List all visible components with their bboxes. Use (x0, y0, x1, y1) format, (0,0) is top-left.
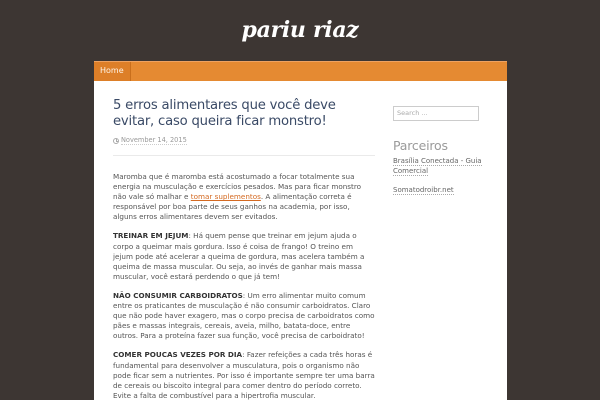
main-navigation (94, 61, 507, 81)
section-text: : Um erro alimentar muito comum entre os praticantes de musculação é não consumir carboidratos. Claro que não pode haver exagero, mas o corpo precisa de carboidratos como pães e massas integrais, cereais, aveia, milho, batata-doce, entre outros. Para a proteína fazer sua função, você precisa de carboidrato! (113, 290, 375, 341)
partner-links-list (393, 156, 488, 195)
list-item (393, 185, 488, 195)
section-heading: TREINAR EM JEJUM (113, 231, 189, 241)
section-heading: COMER POUCAS VEZES POR DIA (113, 350, 243, 360)
section-heading: NÃO CONSUMIR CARBOIDRATOS (113, 290, 243, 300)
post-content (113, 172, 375, 400)
post-title[interactable]: 5 erros alimentares que você deve evitar, caso queira ficar monstro! (113, 98, 336, 129)
sidebar (393, 100, 488, 204)
page-container (94, 61, 507, 400)
post-meta (113, 136, 375, 145)
post-paragraph (113, 231, 375, 281)
section-text: : Fazer refeições a cada três horas é fundamental para desenvolver a musculatura, pois o organismo não pode ficar sem a nutrientes. Por isso é importante sempre ter uma barra de cereais ou biscoito integral para comer dentro do período correto. Evite a falta de combustível para a hipertrofia muscular. (113, 350, 375, 400)
partner-link-somatodroibr[interactable]: Somatodroibr.net (393, 185, 454, 194)
site-title[interactable]: pariu riaz (241, 17, 359, 43)
intro-text-after: . A alimentação correta é responsável por boa parte de seus ganhos na academia, por isso, alguns erros alimentares devem ser evitados. (113, 192, 352, 222)
post-intro-paragraph (113, 172, 375, 222)
divider (113, 155, 375, 156)
intro-text-before: Maromba que é maromba está acostumado a focar totalmente sua energia na musculação e exercícios pesados. Mas para ficar monstro não vale só malhar e (113, 172, 362, 202)
site-header (0, 0, 600, 61)
widget-title-parceiros: Parceiros (393, 137, 448, 153)
search-input[interactable] (393, 106, 479, 121)
list-item (393, 156, 488, 176)
clock-icon (113, 138, 119, 144)
post-date-link[interactable]: November 14, 2015 (121, 136, 187, 144)
section-text: : Há quem pense que treinar em jejum ajuda o corpo a queimar mais gordura. Isso é coisa de frango! O treino em jejum pode até acelerar a queima de gordura, mas acelera também a queima de massa muscular. Ou seja, ao invés de ganhar mais massa muscular, você estará perdendo o que já tem! (113, 231, 365, 281)
post-paragraph (113, 350, 375, 400)
partner-link-brasilia-conectada[interactable]: Brasília Conectada - Guia Comercial (393, 156, 482, 175)
supplements-link[interactable]: tomar suplementos (190, 192, 261, 202)
nav-item-home[interactable]: Home (94, 62, 131, 81)
post-paragraph (113, 291, 375, 341)
post-article (113, 98, 375, 400)
